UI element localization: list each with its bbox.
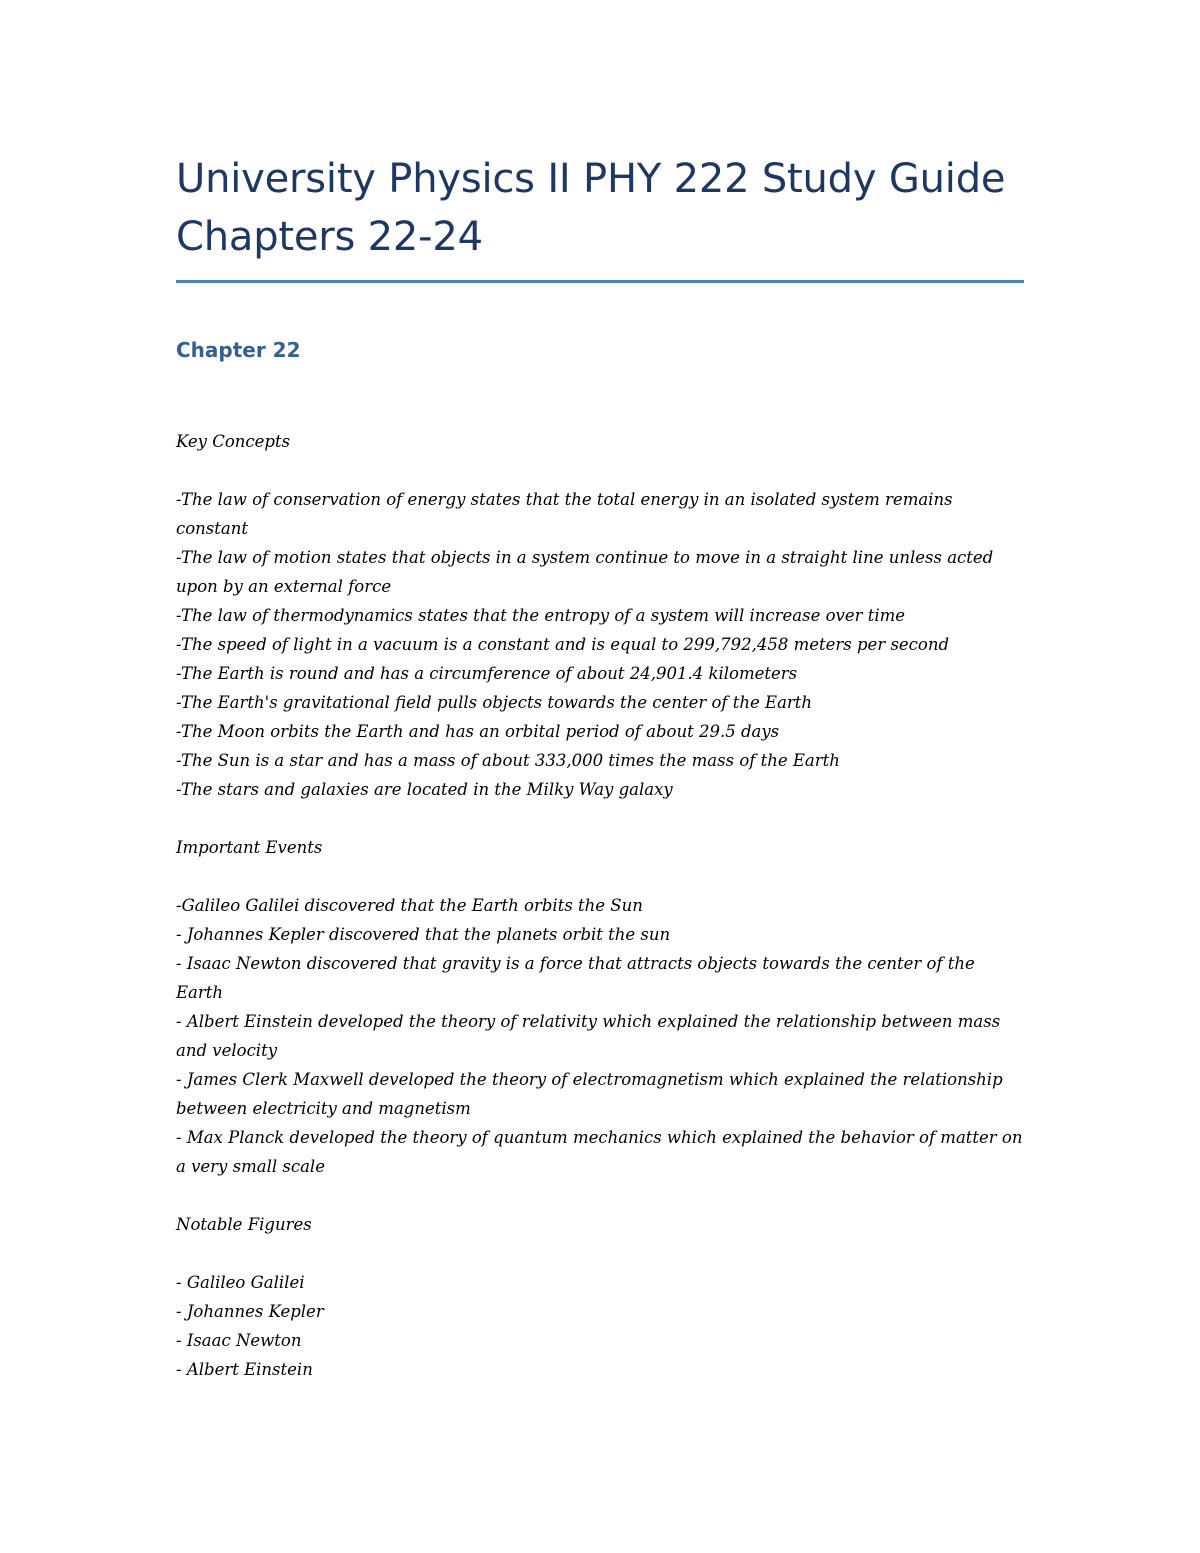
list-item: -The Sun is a star and has a mass of about 333,000 times the mass of the Earth [176,751,840,770]
list-item: -Galileo Galilei discovered that the Earth orbits the Sun [176,896,643,915]
list-item: - Albert Einstein [176,1360,313,1379]
title-divider [176,280,1024,283]
list-item: - Albert Einstein developed the theory of relativity which explained the relationship between mass and velocity [176,1012,1001,1060]
notable-figures-list [176,1268,1024,1384]
list-item: -The law of conservation of energy states that the total energy in an isolated system remains constant [176,490,953,538]
list-item: - Galileo Galilei [176,1273,305,1292]
list-item: - Max Planck developed the theory of quantum mechanics which explained the behavior of matter on a very small scale [176,1128,1023,1176]
notable-figures-section [176,1210,1024,1384]
key-concepts-section [176,427,1024,804]
list-item: - Johannes Kepler discovered that the planets orbit the sun [176,925,671,944]
notable-figures-heading: Notable Figures [176,1215,312,1234]
chapter-heading: Chapter 22 [176,338,301,362]
list-item: -The law of motion states that objects in a system continue to move in a straight line unless acted upon by an external force [176,548,994,596]
key-concepts-list [176,485,1024,804]
list-item: -The stars and galaxies are located in the Milky Way galaxy [176,780,673,799]
list-item: - James Clerk Maxwell developed the theory of electromagnetism which explained the relationship between electricity and magnetism [176,1070,1003,1118]
list-item: -The law of thermodynamics states that the entropy of a system will increase over time [176,606,906,625]
document-page [176,150,1024,1384]
document-title: University Physics II PHY 222 Study Guide Chapters 22-24 [176,156,1006,260]
list-item: -The Earth's gravitational field pulls objects towards the center of the Earth [176,693,813,712]
list-item: -The speed of light in a vacuum is a constant and is equal to 299,792,458 meters per second [176,635,950,654]
important-events-section [176,833,1024,1181]
list-item: -The Moon orbits the Earth and has an orbital period of about 29.5 days [176,722,780,741]
important-events-list [176,891,1024,1181]
list-item: - Isaac Newton [176,1331,302,1350]
list-item: - Johannes Kepler [176,1302,324,1321]
key-concepts-heading: Key Concepts [176,432,291,451]
list-item: - Isaac Newton discovered that gravity is a force that attracts objects towards the center of the Earth [176,954,975,1002]
list-item: -The Earth is round and has a circumference of about 24,901.4 kilometers [176,664,798,683]
important-events-heading: Important Events [176,838,323,857]
